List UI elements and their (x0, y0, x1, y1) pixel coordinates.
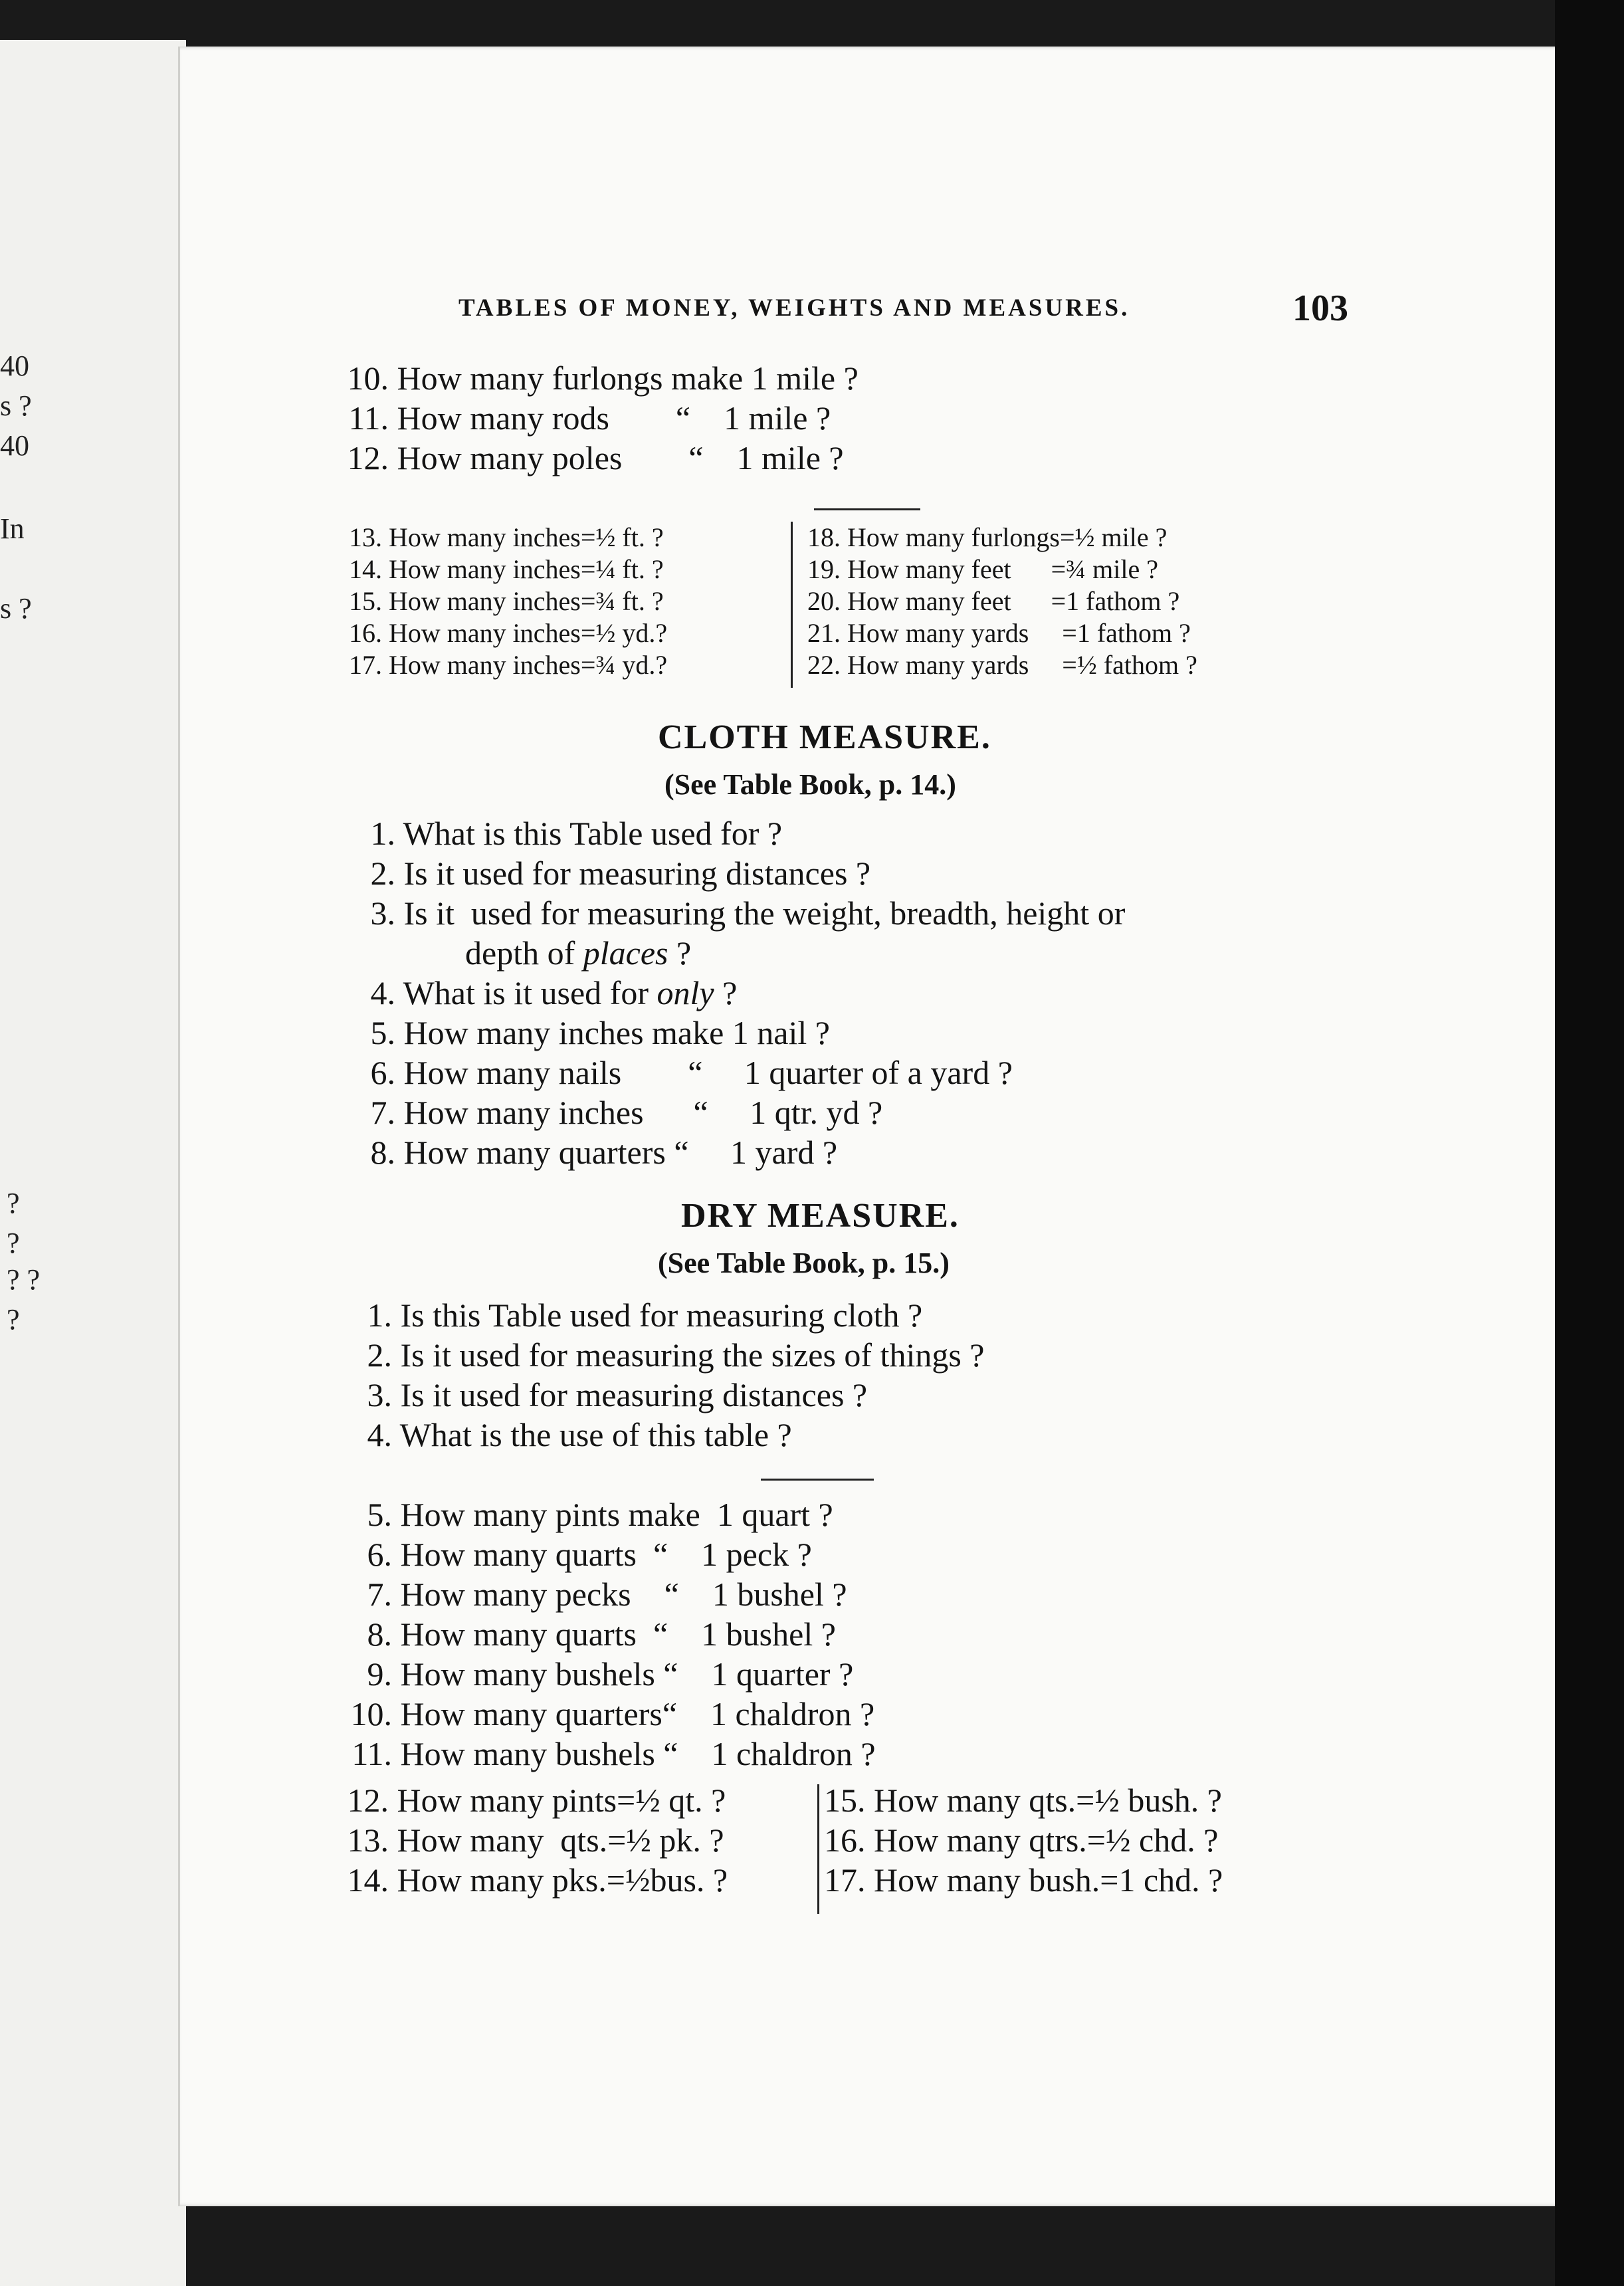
dry-q10: 10. How many quarters“ 1 chaldron ? (350, 1695, 875, 1732)
left-fragment: ? (7, 1303, 20, 1336)
question-21: 21. How many yards =1 fathom ? (807, 618, 1191, 648)
question-11: 11. How many rods “ 1 mile ? (348, 399, 831, 437)
page-number: 103 (1292, 288, 1348, 329)
divider-rule (814, 508, 920, 510)
divider-rule (761, 1479, 874, 1481)
dry-q12: 12. How many pints=½ qt. ? (347, 1782, 726, 1819)
dry-q6: 6. How many quarts “ 1 peck ? (367, 1536, 812, 1573)
cloth-q6: 6. How many nails “ 1 quarter of a yard ? (370, 1054, 1013, 1091)
section-title-cloth: CLOTH MEASURE. (658, 718, 991, 756)
dry-q5: 5. How many pints make 1 quart ? (367, 1496, 833, 1533)
dry-q11: 11. How many bushels “ 1 chaldron ? (352, 1735, 876, 1772)
left-fragment: ? (7, 1227, 20, 1259)
left-fragment: In (0, 512, 25, 545)
running-header: TABLES OF MONEY, WEIGHTS AND MEASURES. (458, 294, 1130, 322)
question-13: 13. How many inches=½ ft. ? (349, 522, 664, 552)
dry-q16: 16. How many qtrs.=½ chd. ? (824, 1821, 1219, 1859)
left-fragment: ? (7, 1187, 20, 1219)
cloth-q4: 4. What is it used for only ? (370, 974, 738, 1011)
cloth-q2: 2. Is it used for measuring distances ? (370, 855, 871, 892)
dry-q15: 15. How many qts.=½ bush. ? (824, 1782, 1222, 1819)
cloth-q7: 7. How many inches “ 1 qtr. yd ? (370, 1094, 883, 1131)
section-title-dry: DRY MEASURE. (681, 1197, 960, 1235)
left-fragment: s ? (0, 389, 32, 422)
section-ref-dry: (See Table Book, p. 15.) (658, 1247, 950, 1279)
background-dark (1555, 0, 1624, 2286)
cloth-q5: 5. How many inches make 1 nail ? (370, 1014, 830, 1051)
question-19: 19. How many feet =¾ mile ? (807, 554, 1158, 584)
question-17: 17. How many inches=¾ yd.? (349, 650, 668, 680)
cloth-q1: 1. What is this Table used for ? (370, 815, 783, 852)
question-22: 22. How many yards =½ fathom ? (807, 650, 1197, 680)
dry-q4: 4. What is the use of this table ? (367, 1416, 792, 1453)
left-fragment: ? ? (7, 1263, 41, 1296)
dry-q3: 3. Is it used for measuring distances ? (367, 1376, 868, 1413)
dry-q8: 8. How many quarts “ 1 bushel ? (367, 1615, 836, 1653)
question-20: 20. How many feet =1 fathom ? (807, 586, 1180, 616)
dry-q2: 2. Is it used for measuring the sizes of things ? (367, 1336, 985, 1374)
dry-q1: 1. Is this Table used for measuring cloth ? (367, 1297, 923, 1334)
question-10: 10. How many furlongs make 1 mile ? (347, 360, 859, 397)
dry-q7: 7. How many pecks “ 1 bushel ? (367, 1576, 847, 1613)
question-18: 18. How many furlongs=½ mile ? (807, 522, 1167, 552)
left-fragment: s ? (0, 592, 32, 625)
cloth-q3-cont: depth of places ? (465, 934, 692, 972)
dry-q9: 9. How many bushels “ 1 quarter ? (367, 1655, 854, 1693)
section-ref-cloth: (See Table Book, p. 14.) (664, 768, 956, 801)
question-15: 15. How many inches=¾ ft. ? (349, 586, 664, 616)
column-divider (791, 522, 793, 688)
dry-q14: 14. How many pks.=½bus. ? (347, 1861, 728, 1899)
cloth-q8: 8. How many quarters “ 1 yard ? (370, 1134, 838, 1171)
left-fragment: 40 (0, 429, 29, 462)
dry-q13: 13. How many qts.=½ pk. ? (347, 1821, 724, 1859)
left-fragment: 40 (0, 350, 29, 382)
question-12: 12. How many poles “ 1 mile ? (347, 439, 844, 476)
column-divider (817, 1784, 819, 1914)
question-16: 16. How many inches=½ yd.? (349, 618, 668, 648)
dry-q17: 17. How many bush.=1 chd. ? (824, 1861, 1223, 1899)
question-14: 14. How many inches=¼ ft. ? (349, 554, 664, 584)
cloth-q3: 3. Is it used for measuring the weight, breadth, height or (370, 894, 1126, 932)
